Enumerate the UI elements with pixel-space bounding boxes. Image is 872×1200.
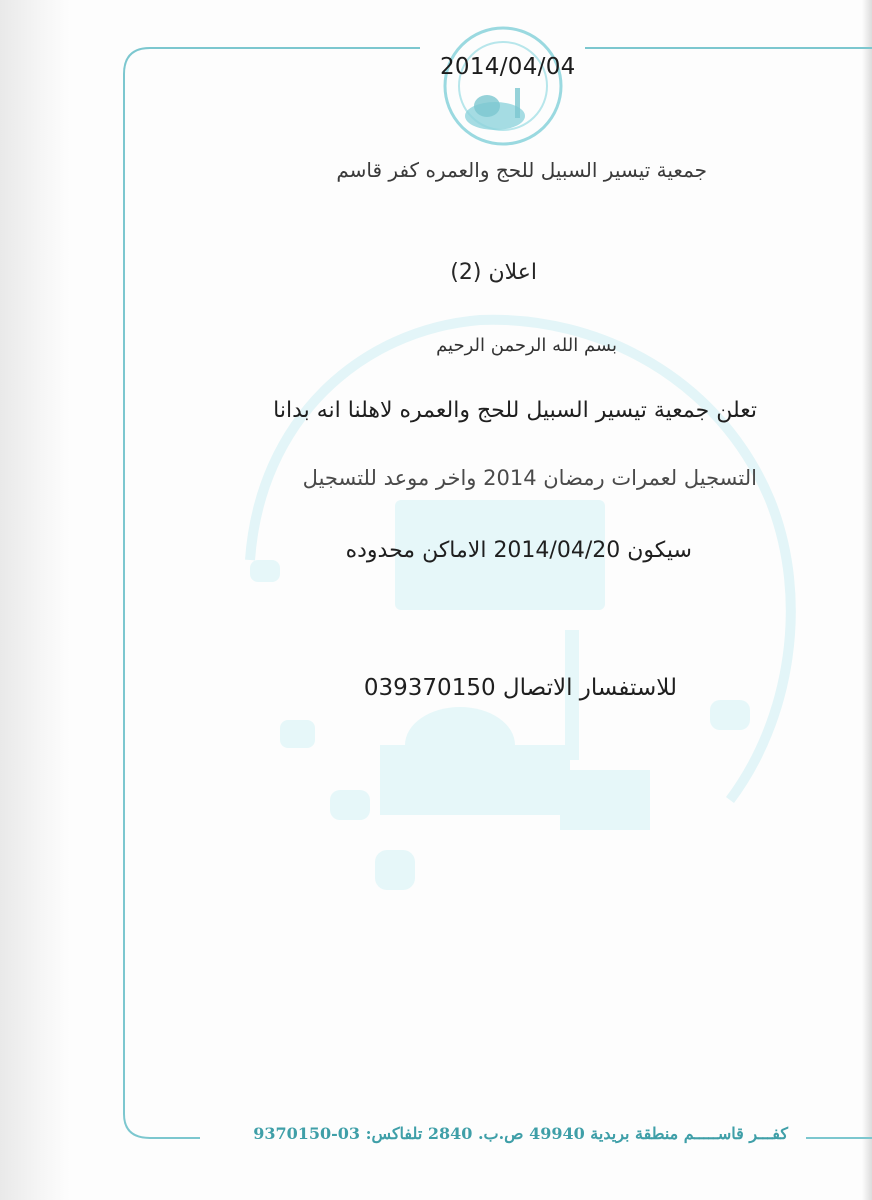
basmala: بسم الله الرحمن الرحيم xyxy=(436,335,617,356)
letterhead-footer: كفـــر قاســـــم منطقة بريدية 49940 ص.ب. 2840 تلفاكس: 03-9370150 xyxy=(253,1124,788,1143)
contact-info: للاستفسار الاتصال 039370150 xyxy=(363,675,677,701)
announcement-line-2: التسجيل لعمرات رمضان 2014 واخر موعد للتسجيل xyxy=(302,466,757,490)
announcement-line-3: سيكون 2014/04/20 الاماكن محدوده xyxy=(345,538,692,563)
announcement-line-1: تعلن جمعية تيسير السبيل للحج والعمره لاهلنا انه بدانا xyxy=(273,398,757,423)
announcement-heading: اعلان (2) xyxy=(450,260,537,285)
association-seal xyxy=(425,18,575,146)
organization-name: جمعية تيسير السبيل للحج والعمره كفر قاسم xyxy=(336,158,707,182)
document-date: 2014/04/04 xyxy=(440,54,576,80)
